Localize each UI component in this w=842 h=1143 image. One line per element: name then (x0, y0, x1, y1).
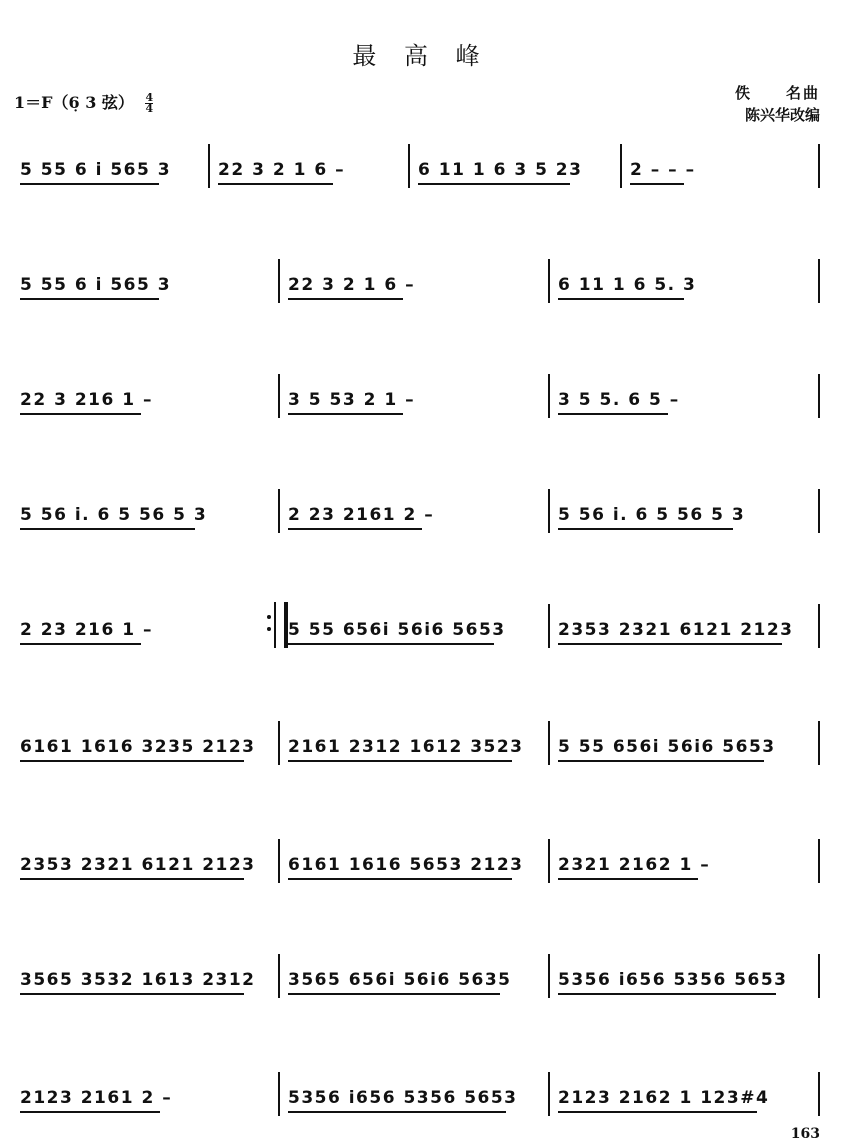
measure-notes: 22 3 2 1 6 – (288, 275, 416, 295)
measure (20, 1078, 275, 1118)
measure-notes: 3565 3532 1613 2312 (20, 970, 256, 990)
score-line (18, 380, 822, 420)
page-title: 最 高 峰 (352, 42, 490, 70)
measure-notes: 3565 656i 56i6 5635 (288, 970, 512, 990)
barline (818, 954, 820, 998)
measure (20, 727, 275, 767)
barline (818, 144, 820, 188)
barline (548, 489, 550, 533)
barline (548, 259, 550, 303)
score-line (18, 495, 822, 535)
measure-notes: 2 23 2161 2 – (288, 505, 435, 525)
measure (20, 845, 275, 885)
measure (558, 265, 818, 305)
time-signature-bottom: 4 (145, 102, 154, 115)
measure (288, 1078, 548, 1118)
measure-notes: 6161 1616 5653 2123 (288, 855, 524, 875)
measure-notes: 22 3 2 1 6 – (218, 160, 346, 180)
measure-notes: 2123 2162 1 123#4 (558, 1088, 770, 1108)
measure (558, 727, 818, 767)
barline (278, 259, 280, 303)
barline (278, 721, 280, 765)
measure-notes: 22 3 216 1 – (20, 390, 153, 410)
barline (208, 144, 210, 188)
barline (818, 259, 820, 303)
measure (558, 495, 818, 535)
score-line (18, 960, 822, 1000)
key-signature (14, 90, 153, 114)
measure (20, 380, 275, 420)
measure (630, 150, 820, 190)
barline (278, 374, 280, 418)
measure-notes: 5 55 656i 56i6 5653 (288, 620, 506, 640)
barline (278, 489, 280, 533)
measure-notes: 5 55 6 i 565 3 (20, 160, 172, 180)
measure-notes: 5 55 656i 56i6 5653 (558, 737, 776, 757)
barline (548, 1072, 550, 1116)
page-number: 163 (790, 1126, 820, 1142)
barline (548, 954, 550, 998)
composer-credit: 佚 名曲 (734, 84, 820, 102)
barline (548, 604, 550, 648)
measure (20, 610, 275, 650)
measure (558, 845, 818, 885)
measure (288, 495, 548, 535)
barline (278, 954, 280, 998)
measure (558, 1078, 818, 1118)
measure-notes: 6161 1616 3235 2123 (20, 737, 256, 757)
measure-notes: 2 23 216 1 – (20, 620, 153, 640)
barline (818, 1072, 820, 1116)
measure-notes: 5 56 i. 6 5 56 5 3 (20, 505, 208, 525)
measure (288, 265, 548, 305)
barline (278, 839, 280, 883)
measure (288, 960, 548, 1000)
barline (408, 144, 410, 188)
measure-notes: 2353 2321 6121 2123 (558, 620, 794, 640)
measure (288, 727, 548, 767)
barline (818, 721, 820, 765)
measure (20, 150, 210, 190)
measure (418, 150, 623, 190)
measure-notes: 6 11 1 6 3 5 23 (418, 160, 583, 180)
measure (20, 495, 275, 535)
time-signature (145, 93, 153, 114)
score-line (18, 727, 822, 767)
score-line (18, 845, 822, 885)
barline (818, 489, 820, 533)
measure (20, 960, 275, 1000)
score-line (18, 1078, 822, 1118)
measure (558, 960, 818, 1000)
barline (548, 374, 550, 418)
measure (558, 610, 818, 650)
measure (288, 610, 548, 650)
measure (558, 380, 818, 420)
barline (818, 604, 820, 648)
barline (818, 374, 820, 418)
measure-notes: 5356 i656 5356 5653 (558, 970, 788, 990)
measure (288, 845, 548, 885)
repeat-start-barline (274, 602, 288, 648)
measure (288, 380, 548, 420)
barline (548, 721, 550, 765)
score-line (18, 150, 822, 190)
measure-notes: 3 5 53 2 1 – (288, 390, 416, 410)
measure-notes: 5356 i656 5356 5653 (288, 1088, 518, 1108)
barline (278, 1072, 280, 1116)
measure-notes: 3 5 5. 6 5 – (558, 390, 680, 410)
measure-notes: 2321 2162 1 – (558, 855, 711, 875)
score-line (18, 265, 822, 305)
key-text: 1＝F（6̣ 3 弦） (14, 93, 134, 112)
barline (818, 839, 820, 883)
score-line (18, 610, 822, 650)
barline (548, 839, 550, 883)
measure-notes: 6 11 1 6 5. 3 (558, 275, 697, 295)
time-signature-top: 4 (145, 91, 154, 104)
measure (218, 150, 408, 190)
measure-notes: 2 – – – (630, 160, 696, 180)
arranger-credit: 陈兴华改编 (744, 106, 820, 124)
measure-notes: 2161 2312 1612 3523 (288, 737, 524, 757)
measure-notes: 5 56 i. 6 5 56 5 3 (558, 505, 746, 525)
measure (20, 265, 275, 305)
barline (620, 144, 622, 188)
measure-notes: 2123 2161 2 – (20, 1088, 173, 1108)
measure-notes: 2353 2321 6121 2123 (20, 855, 256, 875)
measure-notes: 5 55 6 i 565 3 (20, 275, 172, 295)
